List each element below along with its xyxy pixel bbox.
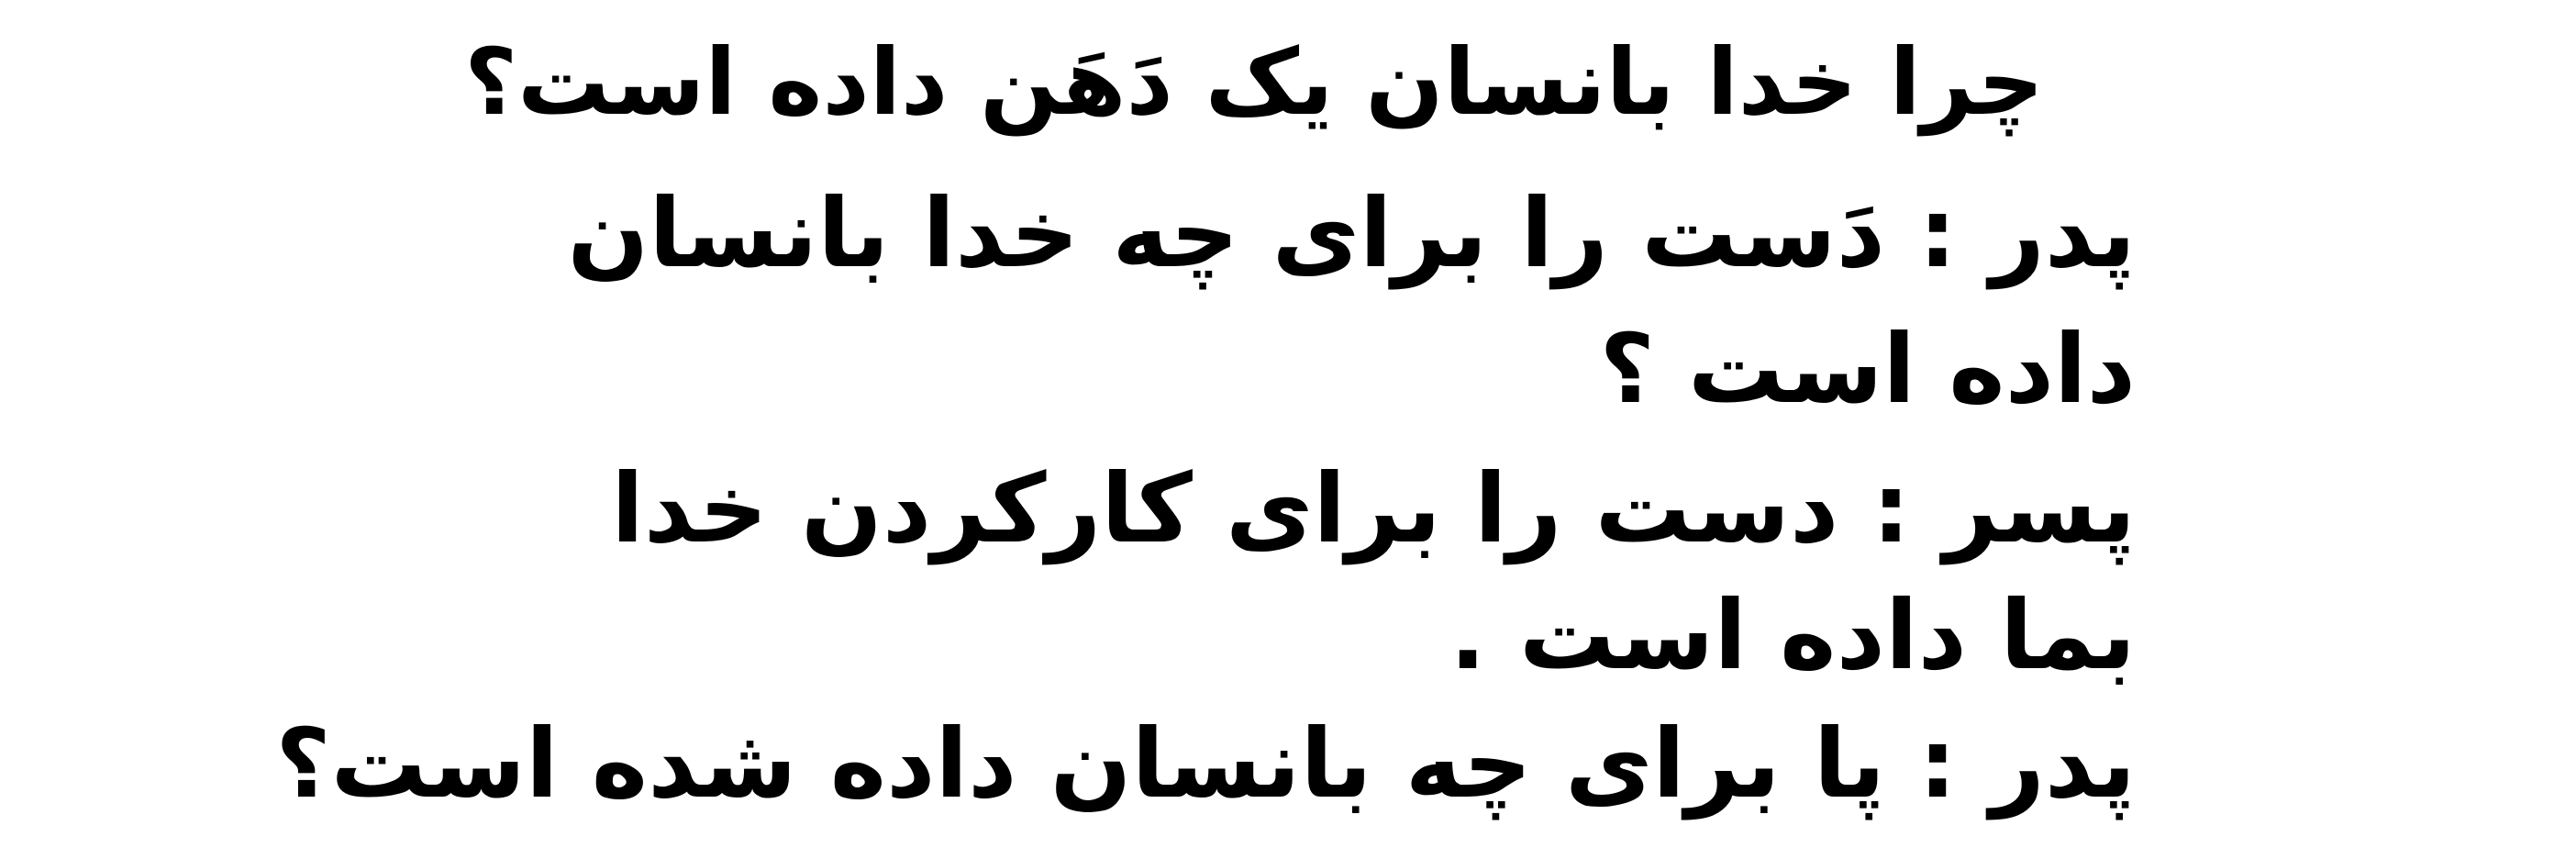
dialogue-line-son-answer: پسر : دست را برای کارکردن خدا xyxy=(611,452,2136,564)
dialogue-line-son-answer-cont: بما داده است . xyxy=(1449,579,2136,691)
dialogue-line-father-question-1: پدر : دَست را برای چه خدا بانسان xyxy=(567,177,2136,289)
page-title: چرا خدا بانسان یک دَهَن داده است؟ xyxy=(464,28,2044,136)
dialogue-line-father-question-1-cont: داده است ؟ xyxy=(1599,313,2136,425)
dialogue-line-father-question-2: پدر : پا برای چه بانسان داده شده است؟ xyxy=(275,708,2136,820)
